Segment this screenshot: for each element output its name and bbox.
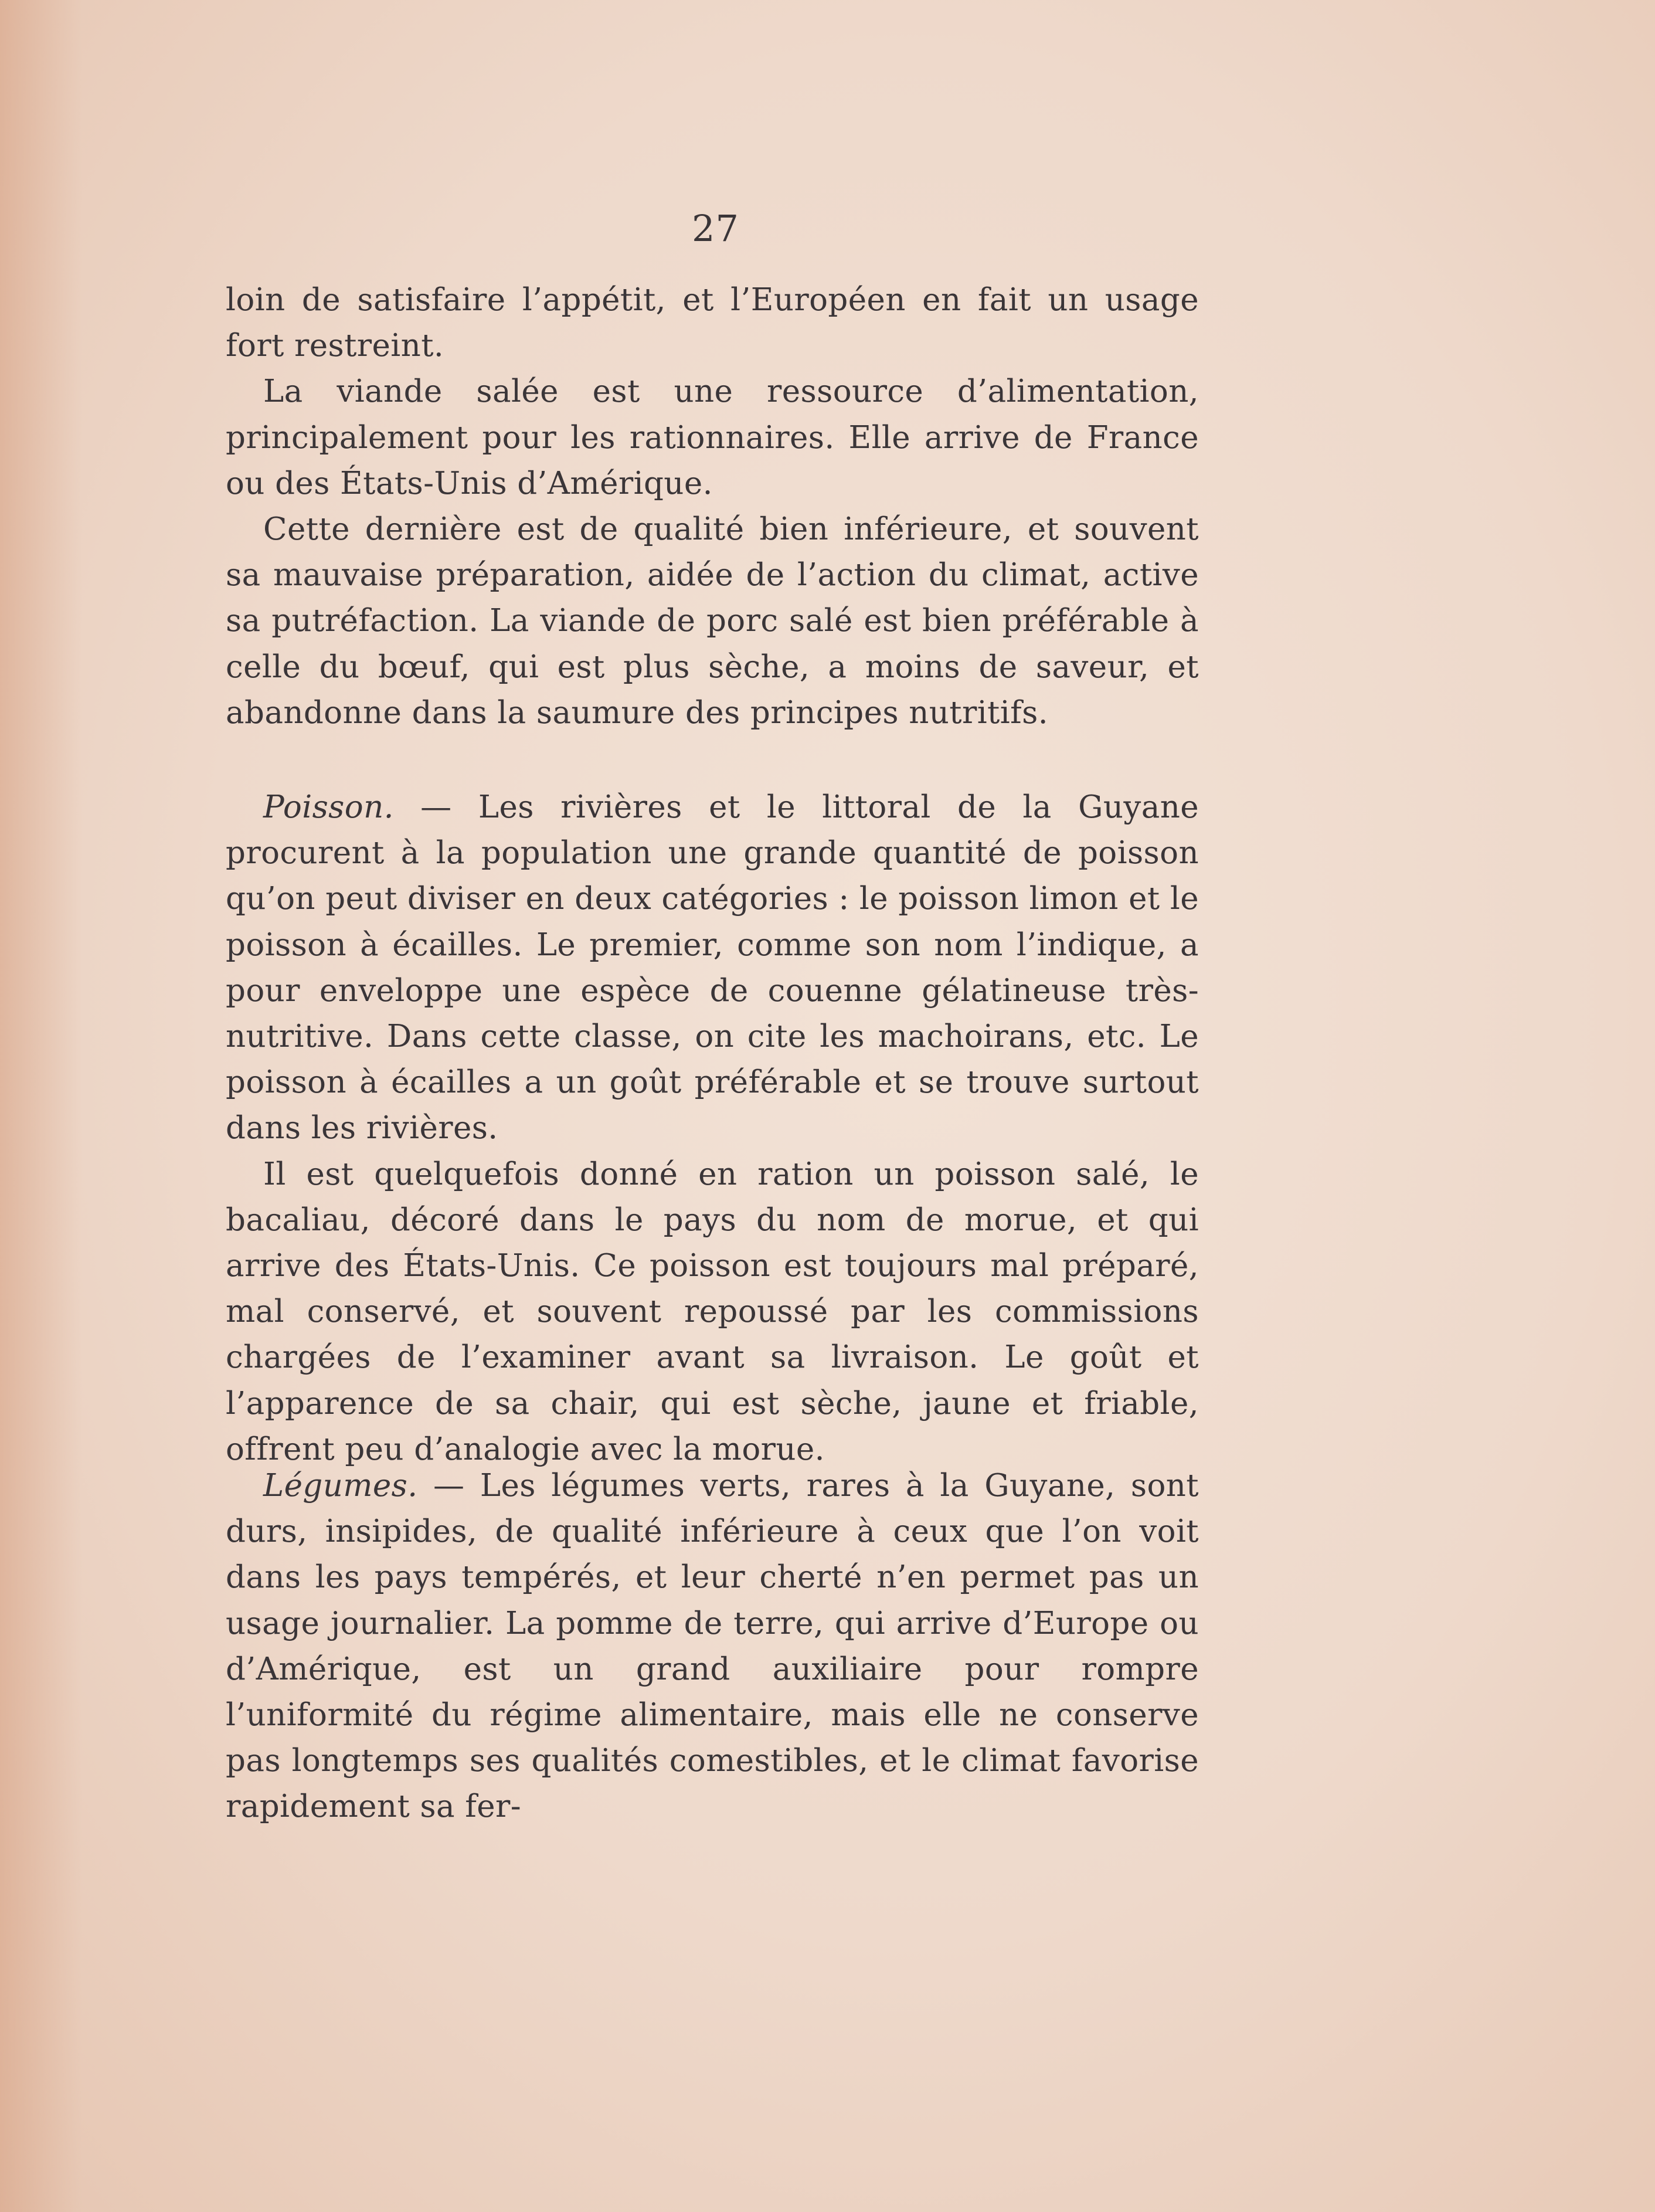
page-edge-stain — [0, 0, 82, 2212]
text-block-poisson — [226, 785, 1199, 1473]
page-number: 27 — [692, 207, 739, 250]
section-heading-poisson: Poisson. — [263, 789, 394, 825]
text-block-legumes — [226, 1463, 1199, 1830]
paragraph-bacaliau: Il est quelquefois donné en ration un poisson salé, le bacaliau, décoré dans le pays du nom de morue, et qui arrive des États-Unis. Ce poisson est toujours mal préparé, mal conservé, et souvent repoussé par les commissions chargées de l’examiner avant sa livraison. Le goût et l’apparence de sa chair, qui est sèche, jaune et friable, offrent peu d’analogie avec la morue. — [226, 1156, 1199, 1467]
paragraph-qualite: Cette dernière est de qualité bien inférieure, et souvent sa mauvaise préparation, aidée de l’action du climat, active sa putréfaction. La viande de porc salé est bien préférable à celle du bœuf, qui est plus sèche, a moins de saveur, et abandonne dans la saumure des principes nutritifs. — [226, 511, 1199, 731]
paragraph-poisson — [226, 785, 1199, 1152]
paragraph-continuation: loin de satisfaire l’appétit, et l’Européen en fait un usage fort restreint. — [226, 282, 1199, 364]
paragraph-legumes — [226, 1463, 1199, 1830]
paragraph-viande-salee: La viande salée est une ressource d’alimentation, principalement pour les rationnaires. Elle arrive de France ou des États-Unis d’Amérique. — [226, 374, 1199, 501]
text-block-viande — [226, 277, 1199, 736]
paragraph-poisson-text: — Les rivières et le littoral de la Guyane procurent à la population une grande quantité de poisson qu’on peut diviser en deux catégories : le poisson limon et le poisson à écailles. Le premier, comme son nom l’indique, a pour enveloppe une espèce de couenne gélatineuse très-nutritive. Dans cette classe, on cite les machoirans, etc. Le poisson à écailles a un goût préférable et se trouve surtout dans les rivières. — [226, 789, 1199, 1146]
section-heading-legumes: Légumes. — [263, 1468, 418, 1504]
paragraph-legumes-text: — Les légumes verts, rares à la Guyane, sont durs, insipides, de qualité inférieure à ceux que l’on voit dans les pays tempérés, et leur cherté n’en permet pas un usage journalier. La pomme de terre, qui arrive d’Europe ou d’Amérique, est un grand auxiliaire pour rompre l’uniformité du régime alimentaire, mais elle ne conserve pas longtemps ses qualités comestibles, et le climat favorise rapidement sa fer- — [226, 1468, 1199, 1825]
